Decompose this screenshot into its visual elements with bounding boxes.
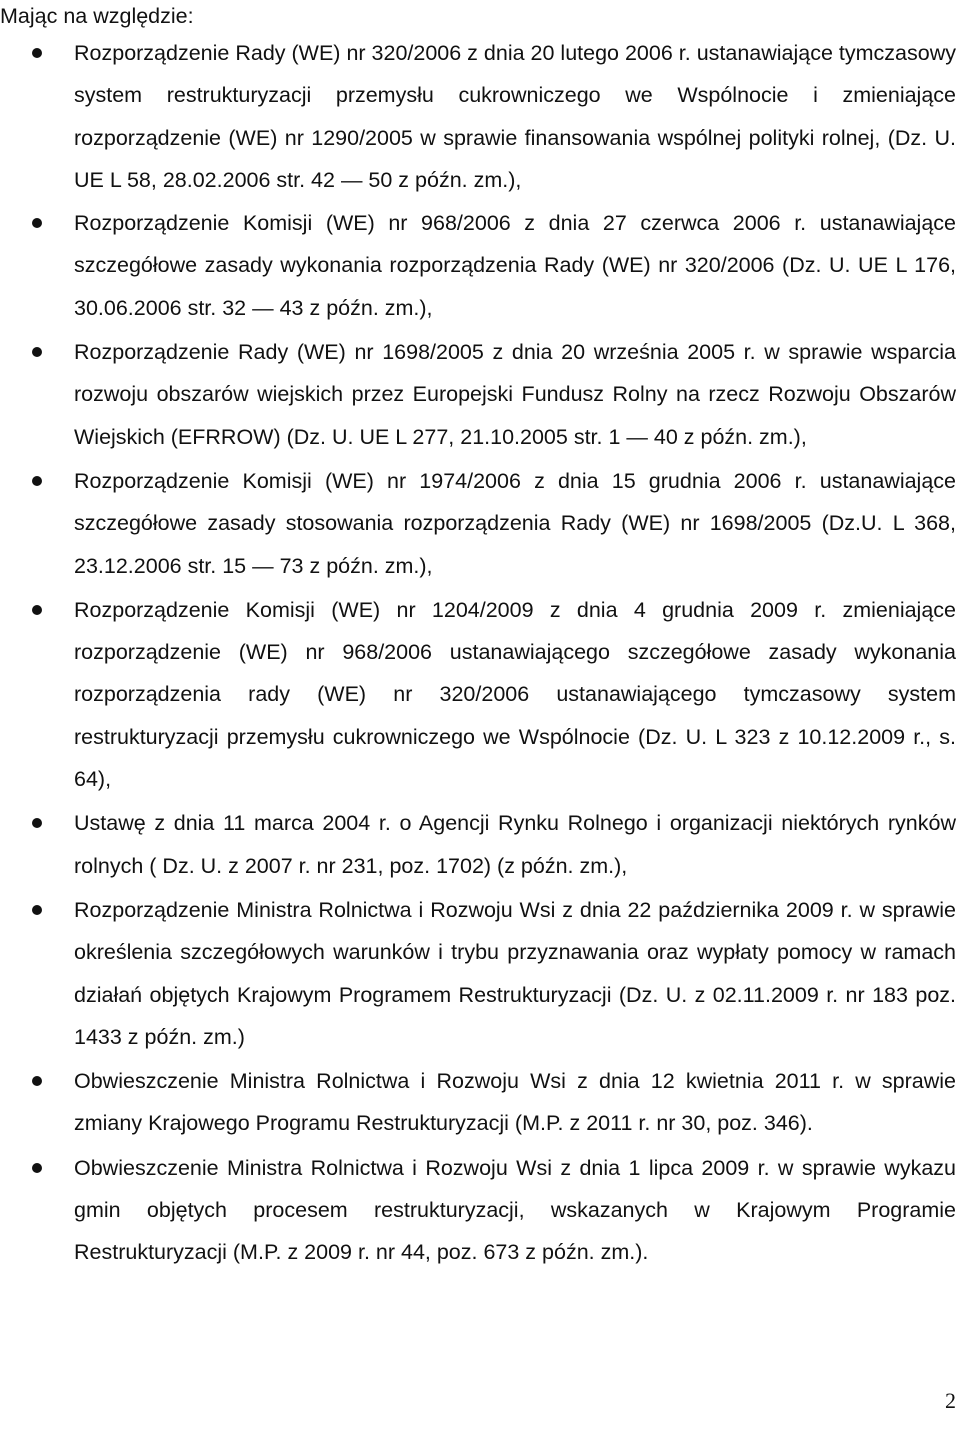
bullet-icon (32, 476, 42, 486)
bullet-icon (32, 48, 42, 58)
list-item-text: Rozporządzenie Rady (WE) nr 1698/2005 z dnia 20 września 2005 r. w sprawie wsparcia rozwoju obszarów wiejskich przez Europejski Fundusz Rolny na rzecz Rozwoju Obszarów Wiejskich (EFRROW) (Dz. U. UE L 277, 21.10.2005 str. 1 — 40 z późn. zm.), (74, 340, 956, 449)
bullet-icon (32, 218, 42, 228)
list-item-text: Rozporządzenie Komisji (WE) nr 968/2006 z dnia 27 czerwca 2006 r. ustanawiające szczegółowe zasady wykonania rozporządzenia Rady (WE) nr 320/2006 (Dz. U. UE L 176, 30.06.2006 str. 32 — 43 z późn. zm.), (74, 211, 956, 320)
list-item (0, 202, 960, 329)
bullet-icon (32, 347, 42, 357)
bullet-icon (32, 905, 42, 915)
bullet-icon (32, 818, 42, 828)
list-item (0, 32, 960, 201)
list-item (0, 589, 960, 800)
list-item (0, 889, 960, 1058)
list-item (0, 1147, 960, 1274)
bullet-icon (32, 605, 42, 615)
list-item (0, 802, 960, 887)
list-item-text: Rozporządzenie Ministra Rolnictwa i Rozwoju Wsi z dnia 22 października 2009 r. w sprawie określenia szczegółowych warunków i trybu przyznawania oraz wypłaty pomocy w ramach działań objętych Krajowym Programem Restrukturyzacji (Dz. U. z 02.11.2009 r. nr 183 poz. 1433 z późn. zm.) (74, 897, 956, 1049)
list-item-text: Rozporządzenie Komisji (WE) nr 1204/2009 z dnia 4 grudnia 2009 r. zmieniające rozporządzenie (WE) nr 968/2006 ustanawiającego szczegółowe zasady wykonania rozporządzenia rady (WE) nr 320/2006 ustanawiającego tymczasowy system restrukturyzacji przemysłu cukrowniczego we Wspólnocie (Dz. U. L 323 z 10.12.2009 r., s. 64), (74, 597, 956, 792)
list-item-text: Ustawę z dnia 11 marca 2004 r. o Agencji Rynku Rolnego i organizacji niektórych rynków rolnych ( Dz. U. z 2007 r. nr 231, poz. 1702) (z późn. zm.), (74, 811, 956, 878)
list-item-text: Obwieszczenie Ministra Rolnictwa i Rozwoju Wsi z dnia 1 lipca 2009 r. w sprawie wykazu gmin objętych procesem restrukturyzacji, wskazanych w Krajowym Programie Restrukturyzacji (M.P. z 2009 r. nr 44, poz. 673 z późn. zm.). (74, 1155, 956, 1265)
bullet-icon (32, 1076, 42, 1086)
legal-references-list (0, 32, 960, 1276)
list-item (0, 1060, 960, 1145)
bullet-icon (32, 1163, 42, 1173)
page-number: 2 (945, 1388, 956, 1413)
list-item (0, 331, 960, 458)
list-item-text: Obwieszczenie Ministra Rolnictwa i Rozwoju Wsi z dnia 12 kwietnia 2011 r. w sprawie zmiany Krajowego Programu Restrukturyzacji (M.P. z 2011 r. nr 30, poz. 346). (74, 1069, 956, 1136)
list-item (0, 460, 960, 587)
list-item-text: Rozporządzenie Rady (WE) nr 320/2006 z dnia 20 lutego 2006 r. ustanawiające tymczasowy system restrukturyzacji przemysłu cukrowniczego we Wspólnocie i zmieniające rozporządzenie (WE) nr 1290/2005 w sprawie finansowania wspólnej polityki rolnej, (Dz. U. UE L 58, 28.02.2006 str. 42 — 50 z późn. zm.), (74, 41, 956, 192)
intro-heading: Mając na względzie: (0, 4, 194, 28)
list-item-text: Rozporządzenie Komisji (WE) nr 1974/2006 z dnia 15 grudnia 2006 r. ustanawiające szczegółowe zasady stosowania rozporządzenia Rady (WE) nr 1698/2005 (Dz.U. L 368, 23.12.2006 str. 15 — 73 z późn. zm.), (74, 468, 956, 578)
